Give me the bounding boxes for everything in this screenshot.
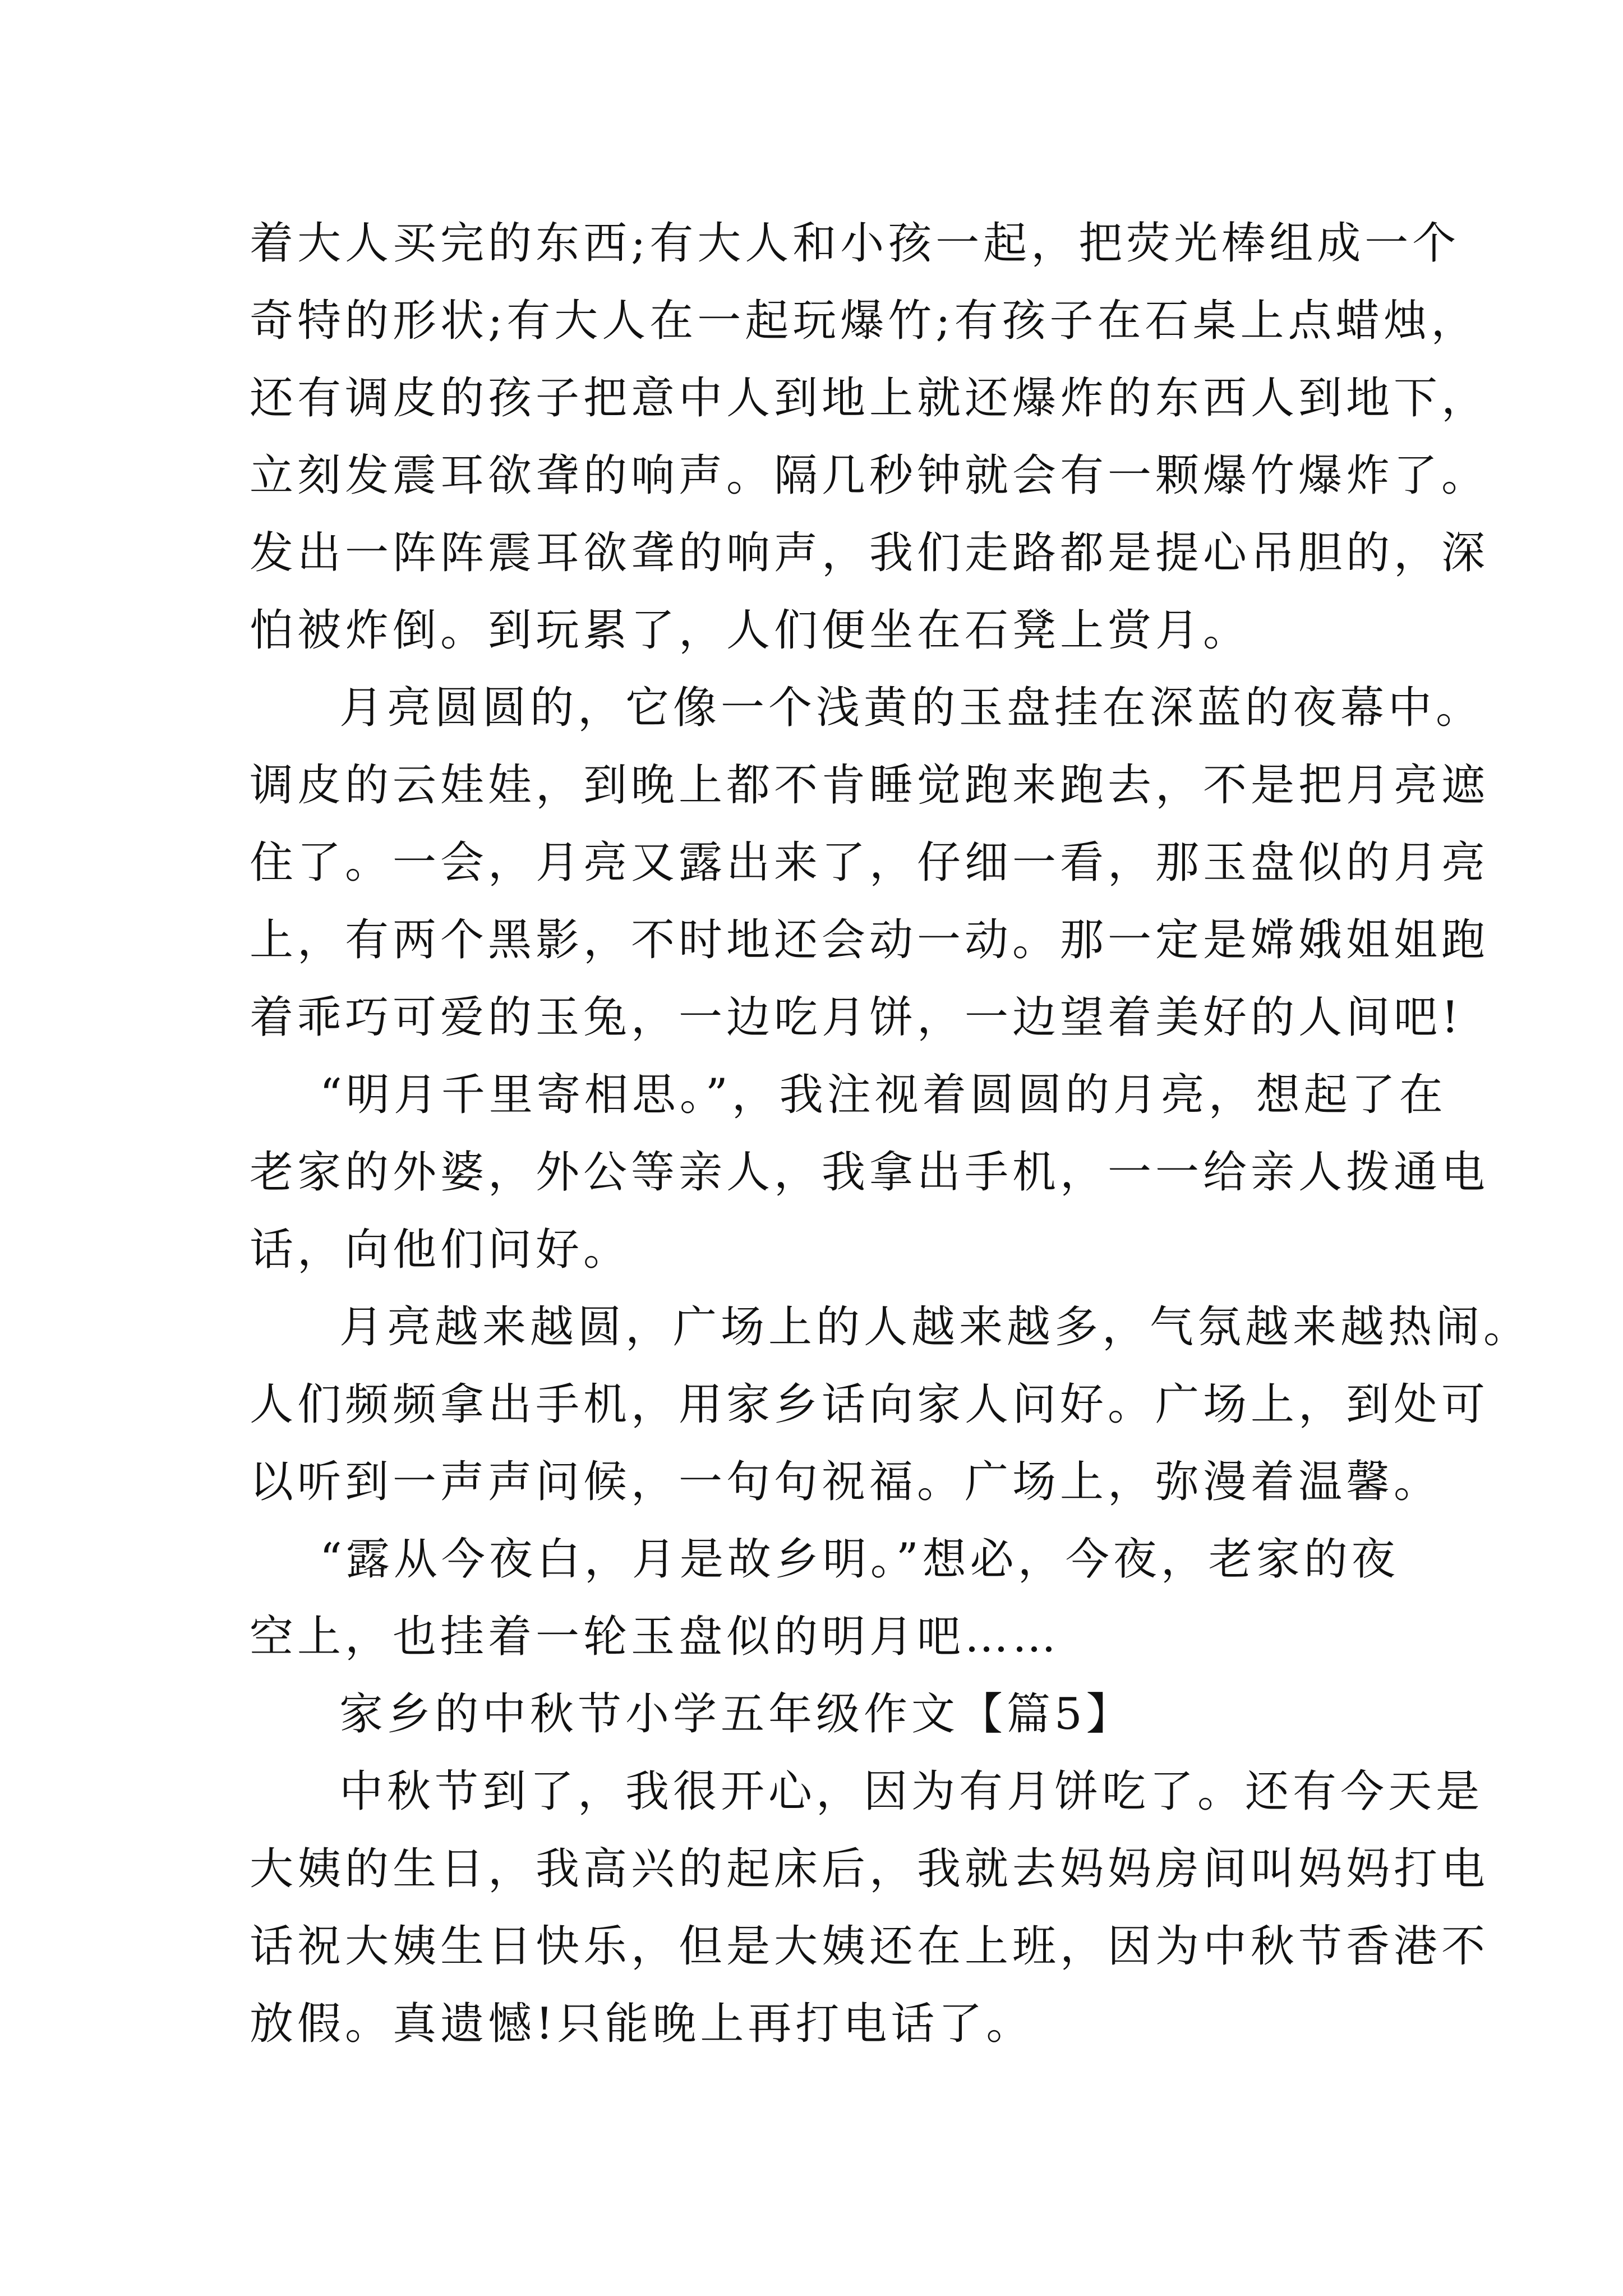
text-line: 住了。一会，月亮又露出来了，仔细一看，那玉盘似的月亮 (250, 838, 1490, 888)
paragraph-start-line: 月亮越来越圆，广场上的人越来越多，气氛越来越热闹。 (339, 1302, 1532, 1352)
text-line: 着乖巧可爱的玉兔，一边吃月饼，一边望着美好的人间吧! (250, 992, 1463, 1043)
text-line: 放假。真遗憾!只能晚上再打电话了。 (250, 1999, 1034, 2049)
text-line: 空上，也挂着一轮玉盘似的明月吧…… (250, 1612, 1061, 1662)
text-line: 发出一阵阵震耳欲聋的响声，我们走路都是提心吊胆的，深 (250, 528, 1490, 578)
text-line: 话，向他们问好。 (250, 1225, 631, 1275)
paragraph-start-line: “明月千里寄相思。”，我注视着圆圆的月亮，想起了在 (320, 1070, 1447, 1120)
section-heading: 家乡的中秋节小学五年级作文【篇5】 (339, 1689, 1134, 1740)
paragraph-start-line: 中秋节到了，我很开心，因为有月饼吃了。还有今天是 (339, 1766, 1484, 1817)
text-line: 老家的外婆，外公等亲人，我拿出手机，一一给亲人拨通电 (250, 1147, 1490, 1198)
text-line: 话祝大姨生日快乐，但是大姨还在上班，因为中秋节香港不 (250, 1921, 1490, 1972)
text-line: 调皮的云娃娃，到晚上都不肯睡觉跑来跑去，不是把月亮遮 (250, 760, 1490, 811)
text-line: 立刻发震耳欲聋的响声。隔几秒钟就会有一颗爆竹爆炸了。 (250, 450, 1490, 501)
text-line: 还有调皮的孩子把意中人到地上就还爆炸的东西人到地下， (250, 373, 1490, 424)
text-line: 怕被炸倒。到玩累了，人们便坐在石凳上赏月。 (250, 605, 1251, 656)
text-line: 奇特的形状;有大人在一起玩爆竹;有孩子在石桌上点蜡烛， (250, 296, 1479, 346)
text-line: 上，有两个黑影，不时地还会动一动。那一定是嫦娥姐姐跑 (250, 915, 1490, 965)
text-line: 着大人买完的东西;有大人和小孩一起，把荧光棒组成一个 (250, 218, 1460, 269)
text-line: 人们频频拿出手机，用家乡话向家人问好。广场上，到处可 (250, 1379, 1490, 1430)
text-line: 大姨的生日，我高兴的起床后，我就去妈妈房间叫妈妈打电 (250, 1844, 1490, 1894)
paragraph-start-line: “露从今夜白，月是故乡明。”想必，今夜，老家的夜 (320, 1534, 1399, 1585)
body-text (250, 205, 1532, 2063)
paragraph-start-line: 月亮圆圆的，它像一个浅黄的玉盘挂在深蓝的夜幕中。 (339, 683, 1484, 733)
text-line: 以听到一声声问候，一句句祝福。广场上，弥漫着温馨。 (250, 1457, 1442, 1507)
